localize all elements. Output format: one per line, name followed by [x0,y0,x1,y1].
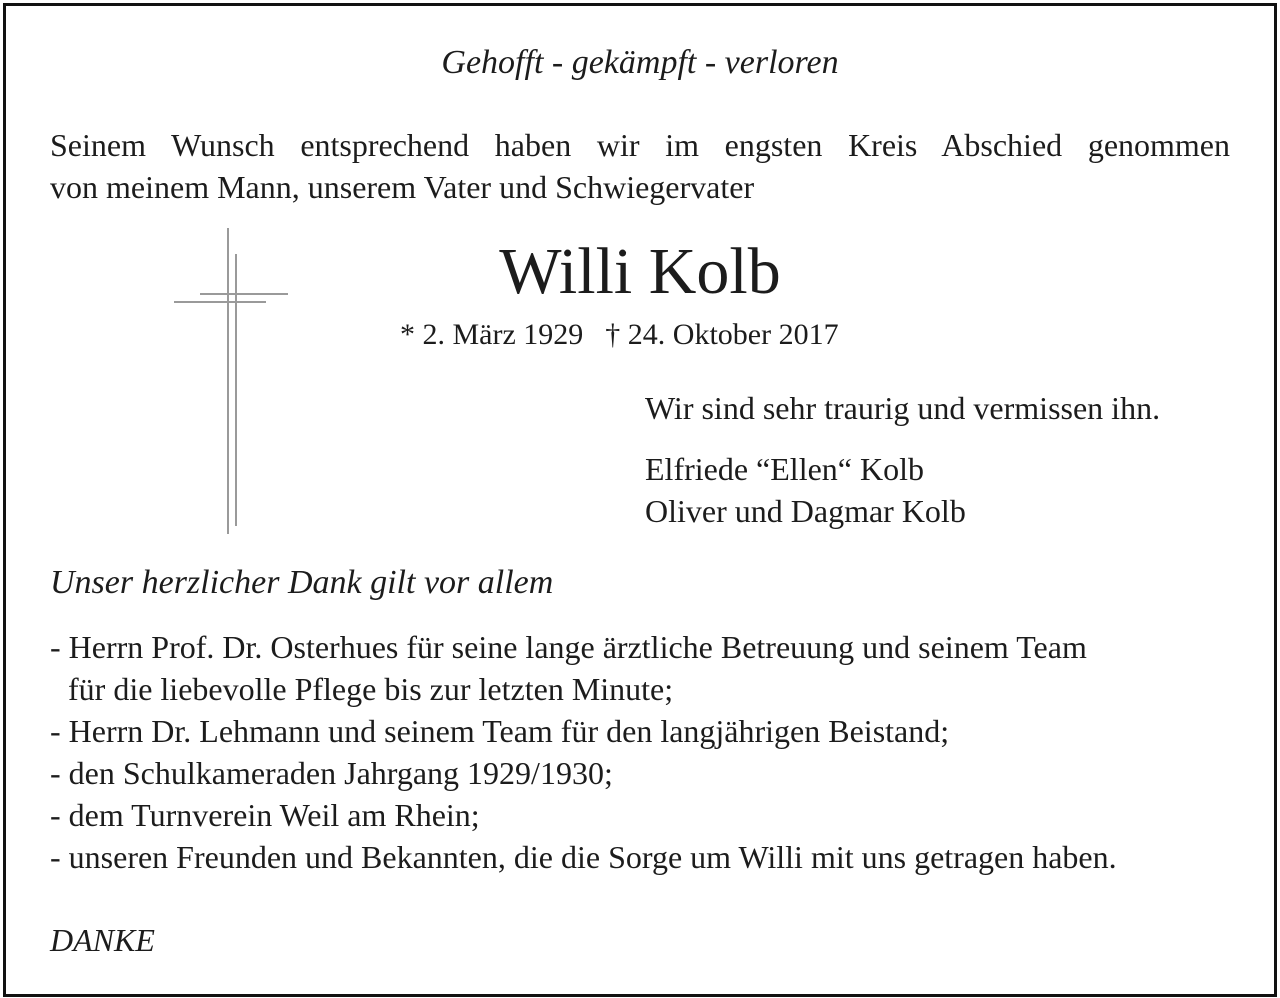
deceased-name: Willi Kolb [499,235,781,308]
thanks-item: - Herrn Prof. Dr. Osterhues für seine lange ärztliche Betreuung und seinem Team [50,629,1087,665]
signers [645,448,966,532]
thanks-item: - unseren Freunden und Bekannten, die die Sorge um Willi mit uns getragen haben. [50,839,1117,875]
intro-line-2: von meinem Mann, unserem Vater und Schwiegervater [50,169,755,205]
death-date: † 24. Oktober 2017 [605,318,839,351]
thanks-item: - Herrn Dr. Lehmann und seinem Team für den langjährigen Beistand; [50,713,950,749]
thanks-item: - dem Turnverein Weil am Rhein; [50,797,480,833]
motto: Gehofft - gekämpft - verloren [441,44,839,81]
thanks-item-continuation: für die liebevolle Pflege bis zur letzten Minute; [68,671,674,707]
signer: Elfriede “Ellen“ Kolb [645,451,924,487]
thanks-list [50,626,1117,878]
thanks-item: - den Schulkameraden Jahrgang 1929/1930; [50,755,613,791]
intro-text [50,124,1230,208]
grief-text: Wir sind sehr traurig und vermissen ihn. [645,390,1161,426]
life-dates [400,318,839,352]
intro-line-1: Seinem Wunsch entsprechend haben wir im engsten Kreis Abschied genommen [50,127,1230,163]
thanks-heading: Unser herzlicher Dank gilt vor allem [50,564,554,601]
birth-date: * 2. März 1929 [400,318,584,351]
closing-text: DANKE [50,922,155,958]
signer: Oliver und Dagmar Kolb [645,493,966,529]
